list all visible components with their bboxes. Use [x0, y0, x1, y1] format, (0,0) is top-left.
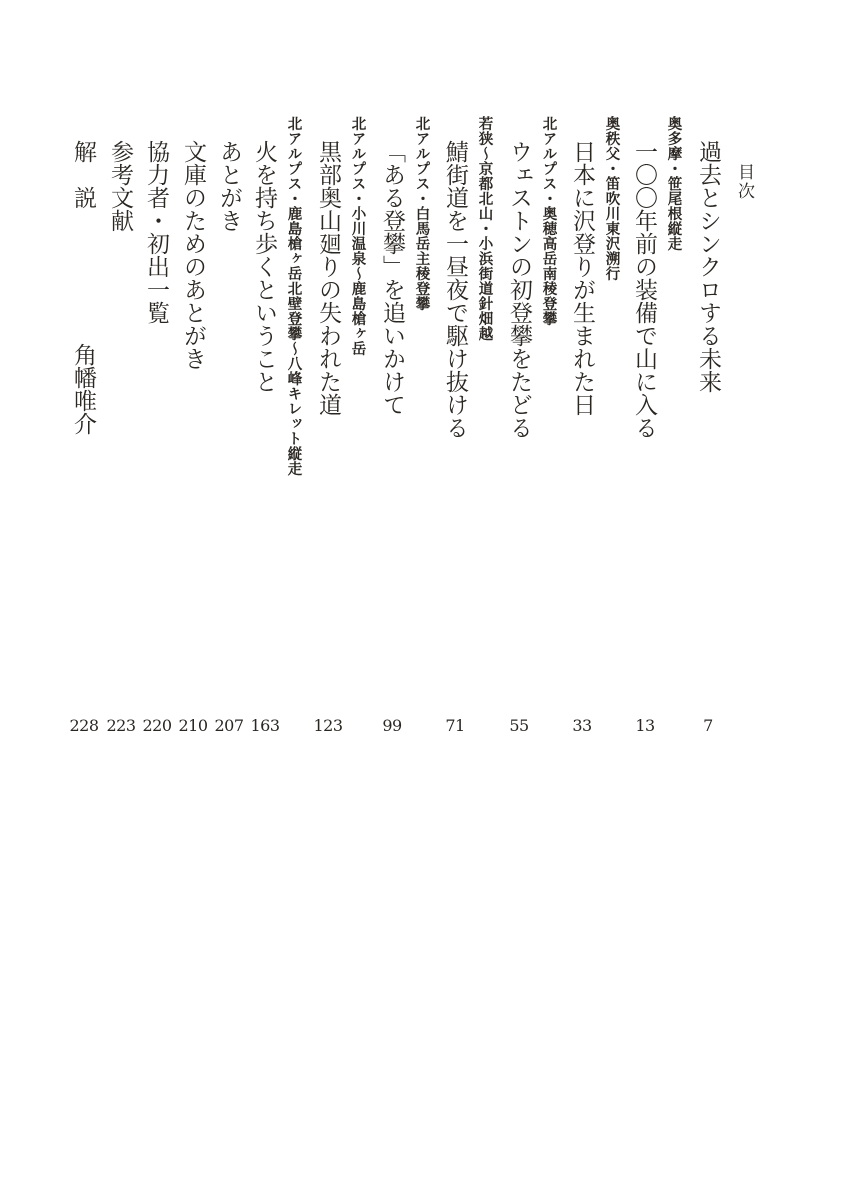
page-number: 33 [572, 716, 592, 735]
page-number: 71 [445, 716, 465, 735]
page-number: 123 [313, 716, 343, 735]
entry-author: 角幡唯介 [70, 343, 96, 435]
entry-title: 一〇〇年前の装備で山に入る [631, 140, 657, 439]
page-number: 223 [106, 716, 136, 735]
page-number: 99 [382, 716, 402, 735]
page-number: 228 [69, 716, 99, 735]
page-number: 7 [703, 716, 713, 735]
entry-title: 火を持ち歩くということ [251, 140, 277, 393]
entry-title: ウェストンの初登攀をたどる [506, 140, 532, 439]
page-number: 210 [178, 716, 208, 735]
page-number: 55 [509, 716, 529, 735]
entry-subtitle: 北アルプス・奥穂高岳南稜登攀 [540, 116, 557, 326]
page-number: 163 [250, 716, 280, 735]
toc-title: 目次 [734, 163, 754, 201]
entry-title: 協力者・初出一覧 [143, 140, 169, 324]
entry-title: 解説 [70, 140, 96, 232]
entry-title: 「ある登攀」を追いかけて [379, 140, 405, 416]
entry-subtitle: 北アルプス・鹿島槍ヶ岳北壁登攀〜八峰キレット縦走 [285, 116, 302, 476]
entry-title: 参考文献 [107, 140, 133, 232]
entry-subtitle: 奥秩父・笛吹川東沢溯行 [603, 116, 620, 281]
page-number: 207 [214, 716, 244, 735]
entry-subtitle: 北アルプス・白馬岳主稜登攀 [413, 116, 430, 311]
entry-subtitle: 奥多摩・笹尾根縦走 [665, 116, 682, 251]
page-number: 13 [635, 716, 655, 735]
entry-title: 過去とシンクロする未来 [695, 140, 721, 393]
entry-title: 鯖街道を一昼夜で駆け抜ける [442, 140, 468, 439]
entry-title: 日本に沢登りが生まれた日 [569, 140, 595, 416]
entry-subtitle: 北アルプス・小川温泉〜鹿島槍ヶ岳 [349, 116, 366, 356]
page-number: 220 [142, 716, 172, 735]
entry-subtitle: 若狭〜京都北山・小浜街道針畑越 [476, 116, 493, 341]
entry-title: 文庫のためのあとがき [180, 140, 206, 370]
entry-title: あとがき [216, 140, 242, 232]
entry-title: 黒部奥山廻りの失われた道 [315, 140, 341, 416]
